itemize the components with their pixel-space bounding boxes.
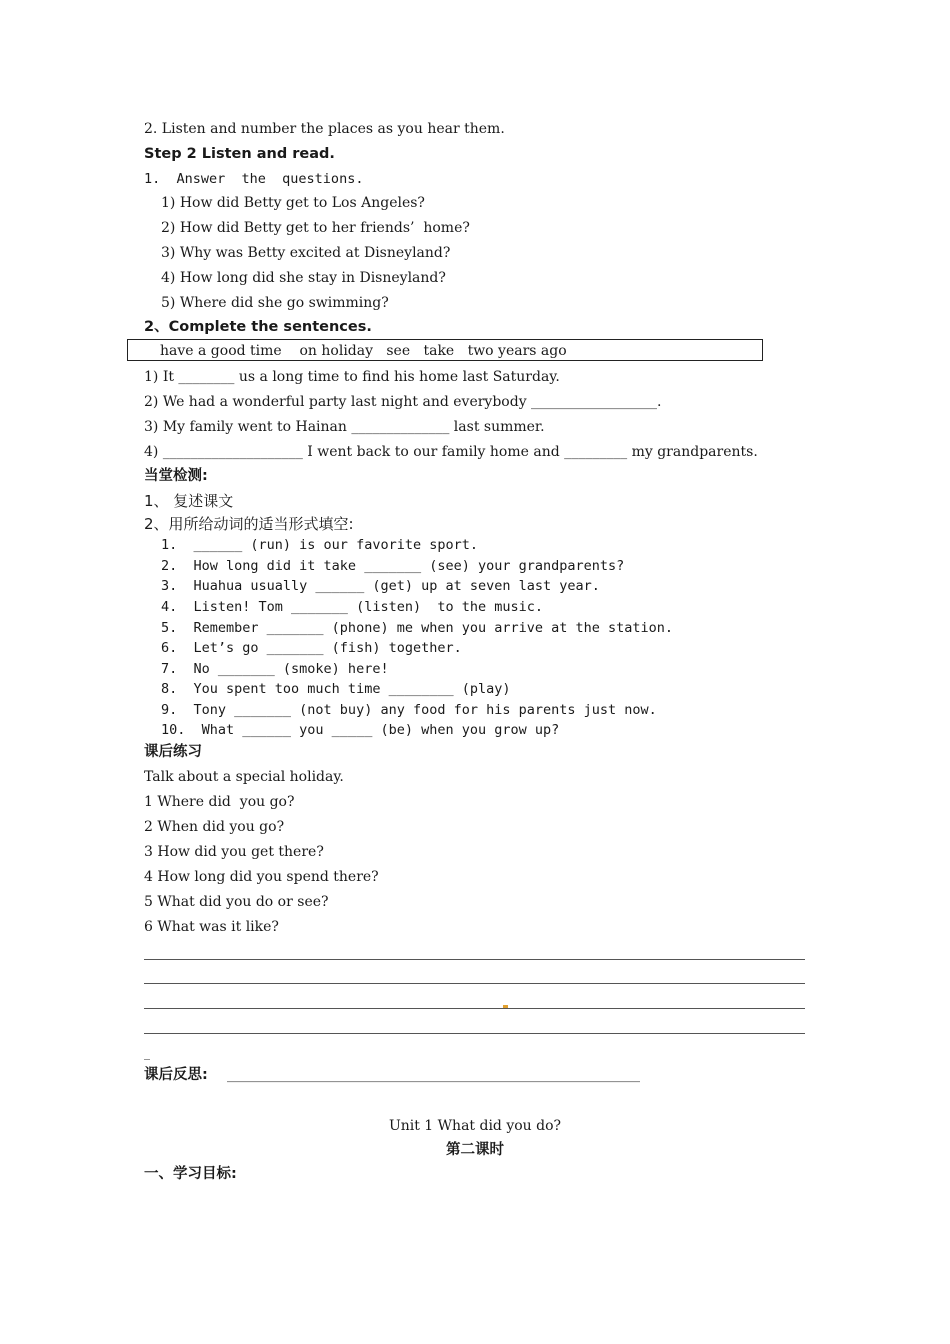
- question-item: 5) Where did she go swimming?: [161, 295, 389, 311]
- fill-item: 6. Let’s go _______ (fish) together.: [161, 640, 462, 656]
- after-class-heading: 课后练习: [144, 744, 202, 760]
- fill-item: 5. Remember _______ (phone) me when you arrive at the station.: [161, 620, 674, 636]
- step2-heading: Step 2 Listen and read.: [144, 146, 335, 162]
- fill-item: 4. Listen! Tom _______ (listen) to the music.: [161, 599, 544, 615]
- talk-question: 3 How did you get there?: [144, 844, 324, 860]
- question-item: 2) How did Betty get to her friends’ home?: [161, 220, 470, 236]
- fill-heading: 2、用所给动词的适当形式填空:: [144, 515, 354, 533]
- fill-item: 10. What ______ you _____ (be) when you grow up?: [161, 722, 560, 738]
- reflection-blank: ___________________________________________________________: [227, 1067, 640, 1083]
- question-item: 4) How long did she stay in Disneyland?: [161, 270, 446, 286]
- reflection-label: 课后反思:: [144, 1067, 208, 1083]
- talk-question: 1 Where did you go?: [144, 794, 295, 810]
- answer-line: [144, 983, 805, 984]
- goals-heading: 一、学习目标:: [144, 1166, 237, 1182]
- fill-item: 1. ______ (run) is our favorite sport.: [161, 537, 478, 553]
- fill-item: 2. How long did it take _______ (see) your grandparents?: [161, 558, 625, 574]
- fill-item: 7. No _______ (smoke) here!: [161, 661, 389, 677]
- talk-question: 2 When did you go?: [144, 819, 285, 835]
- listen-number-instruction: 2. Listen and number the places as you hear them.: [144, 121, 505, 137]
- talk-question: 4 How long did you spend there?: [144, 869, 379, 885]
- answer-questions-heading: 1. Answer the questions.: [144, 171, 364, 187]
- word-box-text: have a good time on holiday see take two years ago: [160, 343, 567, 359]
- question-item: 1) How did Betty get to Los Angeles?: [161, 195, 425, 211]
- fill-item: 8. You spent too much time ________ (play): [161, 681, 511, 697]
- lesson-title: 第二课时: [446, 1142, 504, 1158]
- fill-item: 3. Huahua usually ______ (get) up at seven last year.: [161, 578, 600, 594]
- complete-sentences-heading: 2、Complete the sentences.: [144, 319, 372, 335]
- answer-line-tail: _: [144, 1046, 150, 1060]
- sentence-item: 1) It ________ us a long time to find his home last Saturday.: [144, 369, 560, 385]
- answer-line: [144, 1008, 805, 1009]
- class-test-heading: 当堂检测:: [144, 468, 208, 484]
- answer-line: [144, 1033, 805, 1034]
- sentence-item: 2) We had a wonderful party last night and everybody __________________.: [144, 394, 662, 410]
- sentence-item: 4) ____________________ I went back to our family home and _________ my grandparents.: [144, 444, 758, 460]
- talk-question: 6 What was it like?: [144, 919, 279, 935]
- talk-intro: Talk about a special holiday.: [144, 769, 344, 785]
- fill-item: 9. Tony _______ (not buy) any food for his parents just now.: [161, 702, 657, 718]
- question-item: 3) Why was Betty excited at Disneyland?: [161, 245, 451, 261]
- talk-question: 5 What did you do or see?: [144, 894, 329, 910]
- sentence-item: 3) My family went to Hainan ______________ last summer.: [144, 419, 545, 435]
- unit-title: Unit 1 What did you do?: [388, 1118, 562, 1134]
- answer-line: [144, 959, 805, 960]
- retell-item: 1、 复述课文: [144, 492, 234, 510]
- stray-mark: [503, 1005, 508, 1008]
